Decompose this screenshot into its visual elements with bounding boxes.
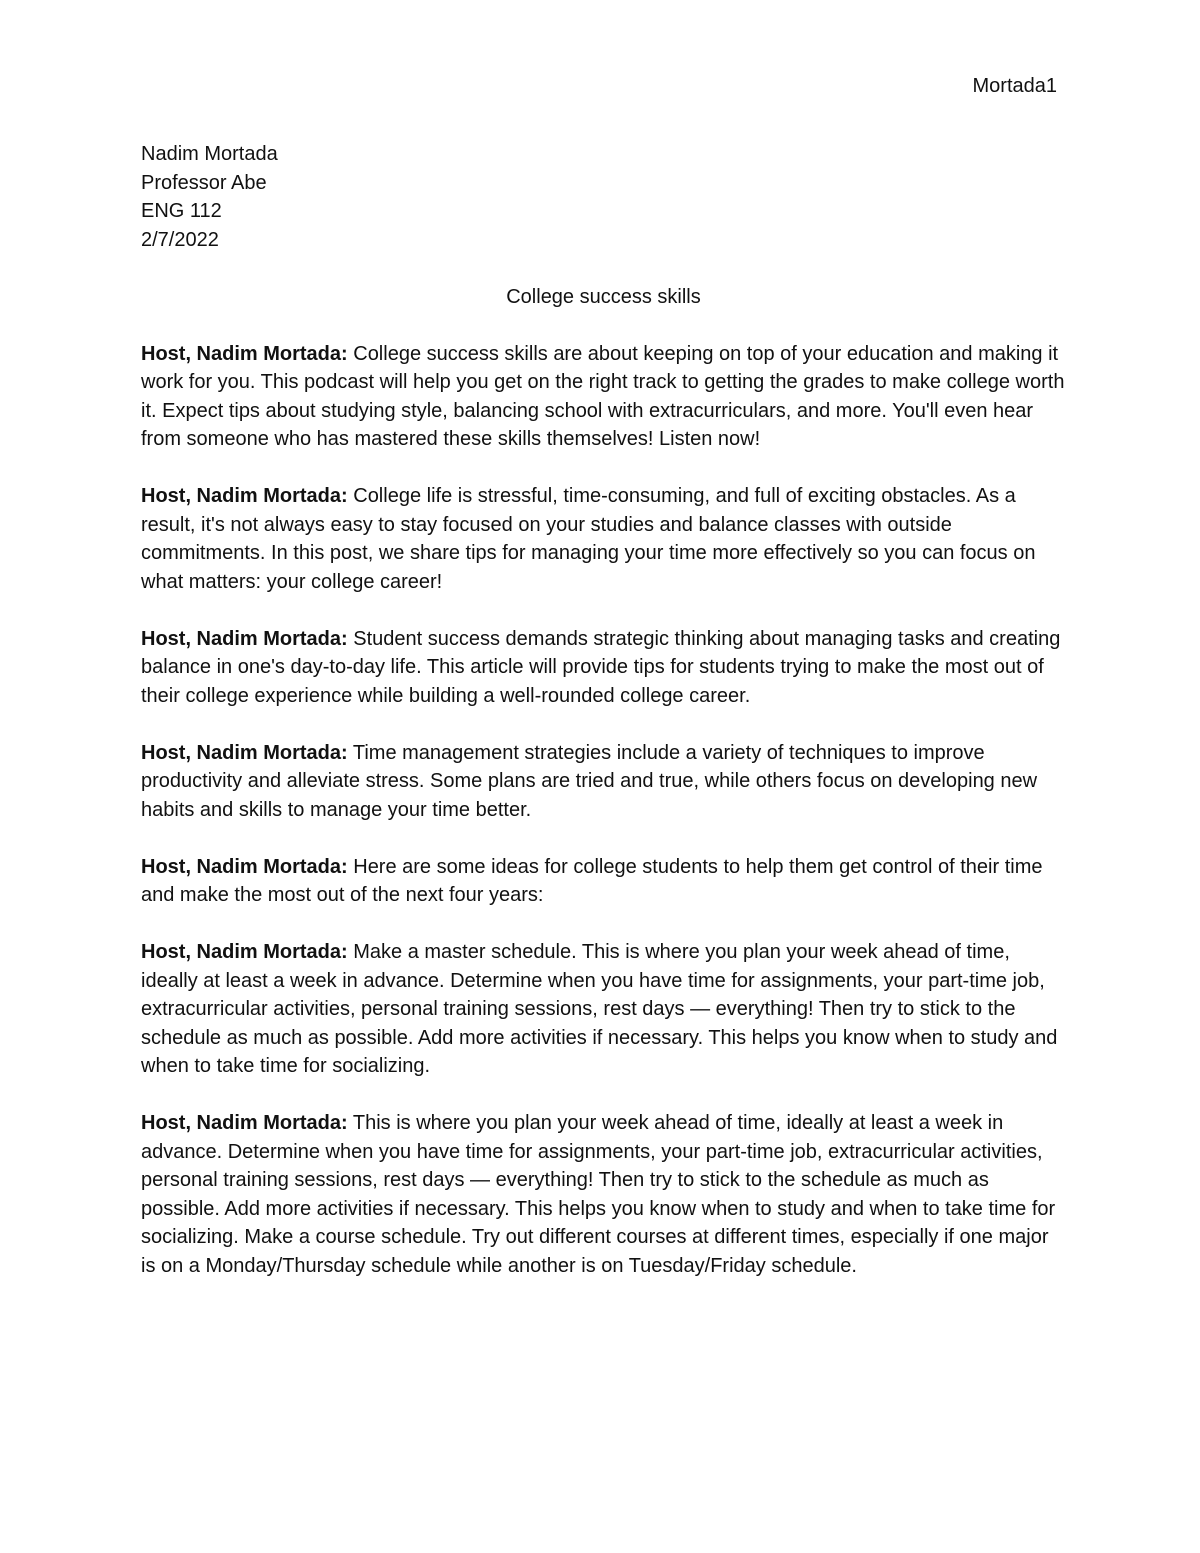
- speaker-label: Host, Nadim Mortada:: [141, 941, 348, 963]
- paragraph: [141, 625, 1066, 711]
- speaker-label: Host, Nadim Mortada:: [141, 855, 348, 878]
- paragraph: [141, 340, 1066, 454]
- document-title: College success skills: [506, 285, 701, 308]
- speaker-label: Host, Nadim Mortada:: [141, 1112, 348, 1134]
- student-name: Nadim Mortada: [141, 143, 278, 165]
- speaker-label: Host, Nadim Mortada:: [141, 485, 348, 507]
- speaker-label: Host, Nadim Mortada:: [141, 741, 348, 764]
- professor-name: Professor Abe: [141, 171, 267, 194]
- paragraph-text: College life is stressful, time-consuming, and full of exciting obstacles. As a result, it's not always easy to stay focused on your studies and balance classes with outside commitments. In this post, we share tips for managing your time more effectively so you can focus on what matters: your college career!: [141, 485, 1036, 593]
- course-name: ENG 112: [141, 200, 222, 222]
- paragraph: [141, 938, 1066, 1081]
- mla-heading: [141, 140, 1066, 254]
- paragraph: [141, 1109, 1066, 1280]
- speaker-label: Host, Nadim Mortada:: [141, 342, 348, 365]
- paragraph-text: Make a master schedule. This is where you plan your week ahead of time, ideally at least a week in advance. Determine when you have time for assignments, your part-time job, extracurricular activities, personal training sessions, rest days — everything! Then try to stick to the schedule as much as possible. Add more activities if necessary. This helps you know when to study and when to take time for socializing.: [141, 941, 1058, 1077]
- paragraph: [141, 853, 1066, 910]
- document-date: 2/7/2022: [141, 228, 219, 251]
- paragraph-text: Here are some ideas for college students to help them get control of their time and make the most out of the next four years:: [141, 855, 1043, 906]
- paragraph-text: Student success demands strategic thinking about managing tasks and creating balance in one's day-to-day life. This article will provide tips for students trying to make the most out of their college experience while building a well-rounded college career.: [141, 627, 1061, 707]
- paragraph-text: This is where you plan your week ahead of time, ideally at least a week in advance. Determine when you have time for assignments, your part-time job, extracurricular activities, personal training sessions, rest days — everything! Then try to stick to the schedule as much as possible. Add more activities if necessary. This helps you know when to study and when to take time for socializing. Make a course schedule. Try out different courses at different times, especially if one major is on a Monday/Thursday schedule while another is on Tuesday/Friday schedule.: [141, 1112, 1056, 1277]
- paragraph-text: Time management strategies include a variety of techniques to improve productivity and alleviate stress. Some plans are tried and true, while others focus on developing new habits and skills to manage your time better.: [141, 741, 1038, 821]
- document-body: [141, 140, 1066, 1309]
- speaker-label: Host, Nadim Mortada:: [141, 627, 348, 650]
- paragraph: [141, 739, 1066, 825]
- paragraph-text: College success skills are about keeping on top of your education and making it work for you. This podcast will help you get on the right track to getting the grades to make college worth it. Expect tips about studying style, balancing school with extracurriculars, and more. You'll even hear from someone who has mastered these skills themselves! Listen now!: [141, 342, 1065, 450]
- paragraph: [141, 482, 1066, 596]
- running-head: Mortada1: [972, 75, 1057, 97]
